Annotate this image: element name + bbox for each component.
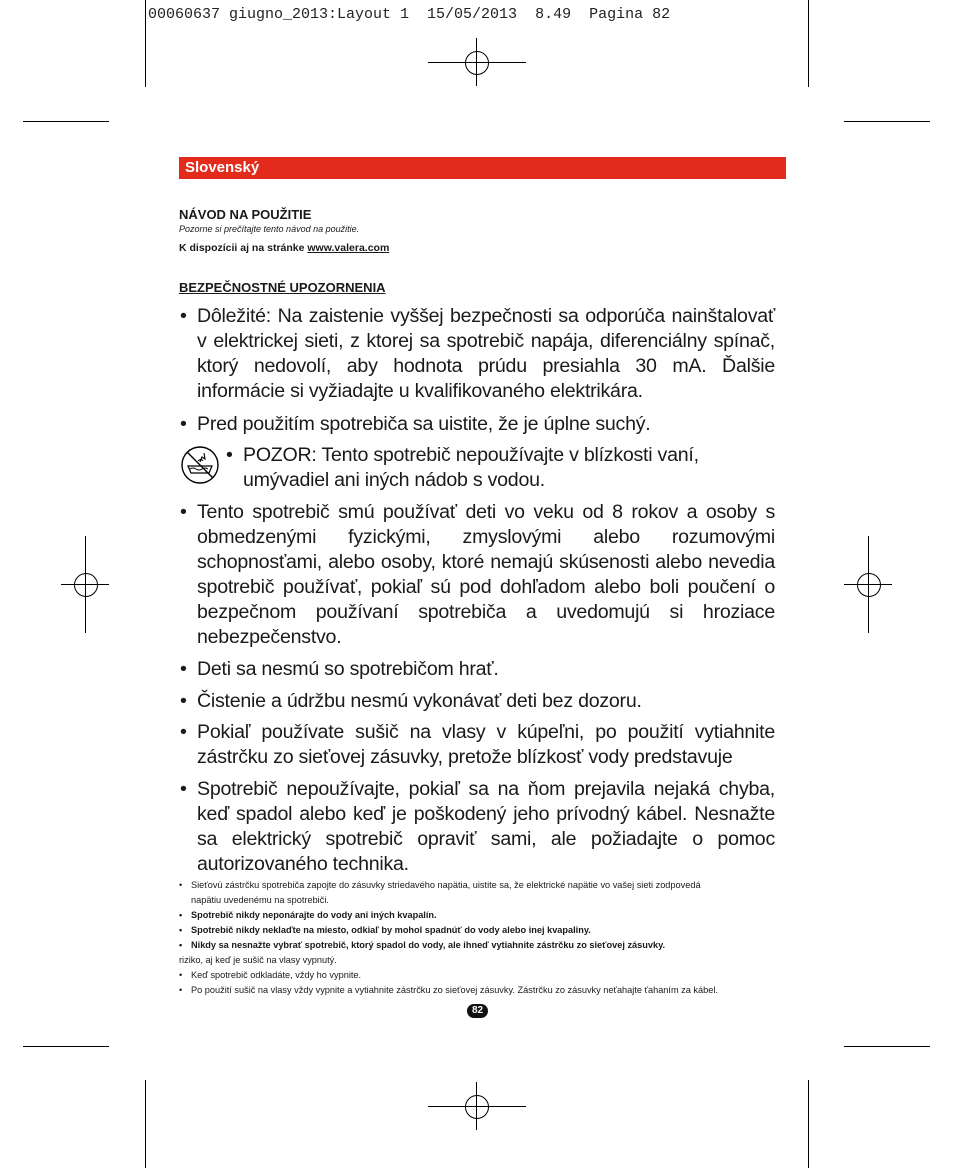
website-line — [179, 242, 389, 254]
fine-print-text: Po použití sušič na vlasy vždy vypnite a vytiahnite zástrčku zo sieťovej zásuvky. Zástrčku zo zásuvky neťahajte ťahaním za kábel. — [191, 985, 718, 995]
language-tab: Slovenský — [179, 157, 786, 179]
bullet-glyph: • — [180, 413, 187, 435]
fine-print-bullet: • — [179, 925, 183, 935]
warning-item — [180, 500, 775, 650]
warning-item — [180, 689, 775, 714]
warning-item — [180, 412, 775, 437]
warning-item — [180, 777, 775, 877]
warning-text: Deti sa nesmú so spotrebičom hrať. — [197, 658, 499, 680]
no-bathtub-icon — [180, 445, 220, 485]
fine-print-text: Sieťovú zástrčku spotrebiča zapojte do zásuvky striedavého napätia, uistite sa, že elektrické napätie vo vašej sieti zodpovedá — [191, 880, 701, 890]
fine-print-bullet: • — [179, 985, 183, 995]
website-label: K dispozícii aj na stránke — [179, 242, 305, 254]
fine-print-line — [179, 968, 362, 983]
fine-print-text: Spotrebič nikdy neponárajte do vody ani iných kvapalín. — [191, 910, 437, 920]
bullet-glyph: • — [180, 778, 187, 800]
warning-text: Čistenie a údržbu nesmú vykonávať deti bez dozoru. — [197, 690, 642, 712]
manual-heading: NÁVOD NA POUŽITIE — [179, 207, 312, 222]
fine-print-text: napätiu uvedenému na spotrebiči. — [191, 895, 329, 905]
warning-text: POZOR: Tento spotrebič nepoužívajte v blízkosti vaní, umývadiel ani iných nádob s vodou. — [243, 444, 699, 491]
fine-print-line — [179, 983, 718, 998]
manual-subheading: Pozorne si prečítajte tento návod na použitie. — [179, 224, 360, 234]
bullet-glyph: • — [180, 690, 187, 712]
fine-print-text: Spotrebič nikdy neklaďte na miesto, odkiaľ by mohol spadnúť do vody alebo inej kvapaliny. — [191, 925, 591, 935]
bullet-glyph: • — [180, 658, 187, 680]
fine-print-line — [179, 908, 437, 923]
fine-print-bullet: • — [179, 940, 183, 950]
fine-print-line — [179, 878, 701, 893]
warning-text: Pred použitím spotrebiča sa uistite, že je úplne suchý. — [197, 413, 651, 435]
fine-print-text: Nikdy sa nesnažte vybrať spotrebič, ktorý spadol do vody, ale ihneď vytiahnite zástrčku zo sieťovej zásuvky. — [191, 940, 666, 950]
fine-print-line — [179, 923, 591, 938]
fine-print-bullet: • — [179, 910, 183, 920]
fine-print-line — [179, 938, 666, 953]
warning-text: Pokiaľ používate sušič na vlasy v kúpeľni, po použití vytiahnite zástrčku zo sieťovej zásuvky, pretože blízkosť vody predstavuje — [197, 721, 775, 768]
bullet-glyph: • — [180, 305, 187, 327]
print-slug: 00060637 giugno_2013:Layout 1 15/05/2013 8.49 Pagina 82 — [148, 6, 671, 23]
bullet-glyph: • — [180, 721, 187, 743]
bullet-glyph: • — [180, 501, 187, 523]
warning-item — [226, 443, 778, 493]
page-number-badge: 82 — [467, 1004, 488, 1018]
fine-print-bullet: • — [179, 970, 183, 980]
warning-text: Tento spotrebič smú používať deti vo veku od 8 rokov a osoby s obmedzenými fyzickými, zmyslovými alebo rozumovými schopnosťami, alebo osoby, ktoré nemajú skúsenosti alebo nevedia spotrebič používať, pokiaľ sú pod dohľadom alebo boli poučení o bezpečnom používaní spotrebiča a uvedomujú si hroziace nebezpečenstvo. — [197, 501, 775, 648]
website-link[interactable]: www.valera.com — [307, 242, 390, 254]
warning-item — [180, 304, 775, 404]
fine-print-bullet: • — [179, 880, 183, 890]
fine-print-text: Keď spotrebič odkladáte, vždy ho vypnite. — [191, 970, 362, 980]
safety-heading: BEZPEČNOSTNÉ UPOZORNENIA — [179, 280, 386, 295]
warning-item — [180, 720, 775, 770]
warning-text: Dôležité: Na zaistenie vyššej bezpečnosti sa odporúča nainštalovať v elektrickej sieti, z ktorej sa spotrebič napája, diferenciálny spínač, ktorý nedovolí, aby hodnota prúdu presiahla 30 mA. Ďalšie informácie si vyžiadajte u kvalifikovaného elektrikára. — [197, 305, 775, 402]
warning-item — [180, 657, 775, 682]
bullet-glyph: • — [226, 444, 233, 466]
fine-print-text: riziko, aj keď je sušič na vlasy vypnutý. — [179, 955, 337, 965]
warning-text: Spotrebič nepoužívajte, pokiaľ sa na ňom prejavila nejaká chyba, keď spadol alebo keď je poškodený jeho prívodný kábel. Nesnažte sa elektrický spotrebič opraviť sami, ale požiadajte o pomoc autorizovaného technika. — [197, 778, 775, 875]
